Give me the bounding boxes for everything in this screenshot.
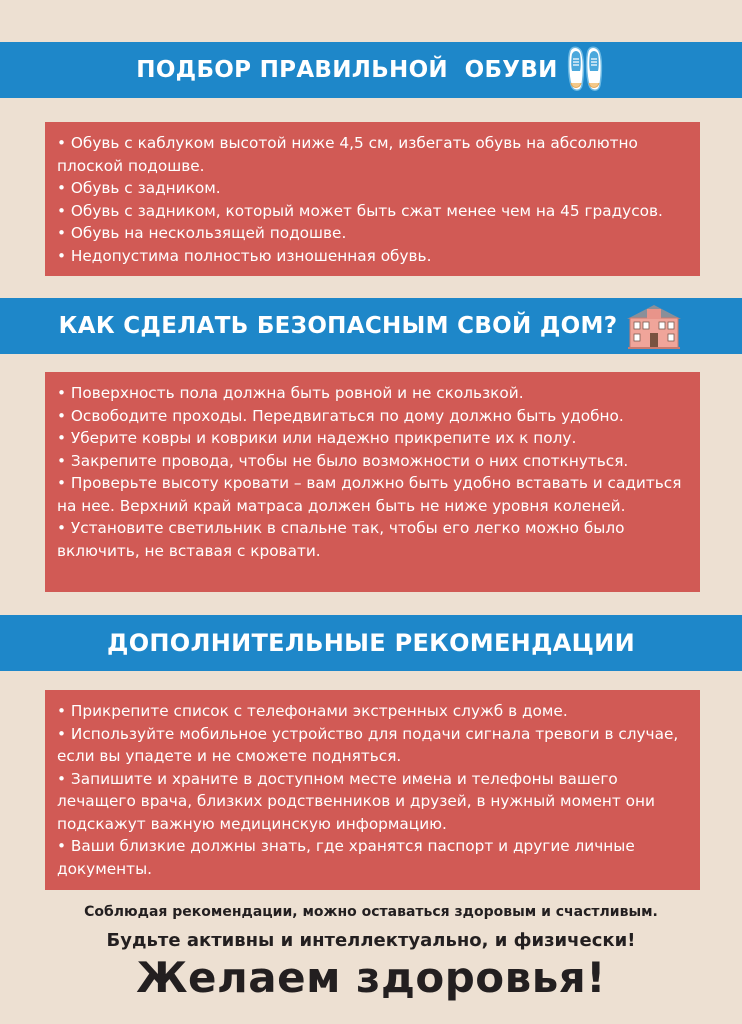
section-box-home	[45, 372, 700, 592]
bullet-list	[57, 382, 688, 562]
list-item: • Установите светильник в спальне так, чтобы его легко можно было включить, не вставая с кровати.	[57, 517, 688, 562]
list-item: • Обувь с задником, который может быть сжат менее чем на 45 градусов.	[57, 200, 688, 223]
section-banner-home	[0, 298, 742, 354]
list-item: • Закрепите провода, чтобы не было возможности о них споткнуться.	[57, 450, 688, 473]
list-item: • Освободите проходы. Передвигаться по дому должно быть удобно.	[57, 405, 688, 428]
section-banner-shoes	[0, 42, 742, 98]
list-item: • Уберите ковры и коврики или надежно прикрепите их к полу.	[57, 427, 688, 450]
list-item: • Запишите и храните в доступном месте имена и телефоны вашего лечащего врача, близких родственников и друзей, в нужный момент они подскажут важную медицинскую информацию.	[57, 768, 688, 836]
footer-wish: Желаем здоровья!	[136, 953, 606, 1002]
section-title: ДОПОЛНИТЕЛЬНЫЕ РЕКОМЕНДАЦИИ	[107, 629, 635, 657]
list-item: • Используйте мобильное устройство для подачи сигнала тревоги в случае, если вы упадете и не сможете подняться.	[57, 723, 688, 768]
bullet-list	[57, 132, 688, 267]
list-item: • Ваши близкие должны знать, где хранятся паспорт и другие личные документы.	[57, 835, 688, 880]
bullet-list	[57, 700, 688, 880]
shoes-icon	[566, 45, 606, 95]
list-item: • Обувь с каблуком высотой ниже 4,5 см, избегать обувь на абсолютно плоской подошве.	[57, 132, 688, 177]
footer-motto: Будьте активны и интеллектуально, и физически!	[106, 930, 636, 951]
section-title: КАК СДЕЛАТЬ БЕЗОПАСНЫМ СВОЙ ДОМ?	[58, 313, 618, 339]
list-item: • Поверхность пола должна быть ровной и не скользкой.	[57, 382, 688, 405]
list-item: • Обувь с задником.	[57, 177, 688, 200]
house-icon	[625, 303, 683, 349]
section-banner-extra	[0, 615, 742, 671]
list-item: • Обувь на нескользящей подошве.	[57, 222, 688, 245]
list-item: • Недопустима полностью изношенная обувь.	[57, 245, 688, 268]
list-item: • Проверьте высоту кровати – вам должно быть удобно вставать и садиться на нее. Верхний край матраса должен быть не ниже уровня коленей.	[57, 472, 688, 517]
section-box-shoes	[45, 122, 700, 276]
list-item: • Прикрепите список с телефонами экстренных служб в доме.	[57, 700, 688, 723]
section-title: ПОДБОР ПРАВИЛЬНОЙ ОБУВИ	[136, 57, 558, 83]
footer-note: Соблюдая рекомендации, можно оставаться здоровым и счастливым.	[84, 904, 658, 920]
section-box-extra	[45, 690, 700, 890]
